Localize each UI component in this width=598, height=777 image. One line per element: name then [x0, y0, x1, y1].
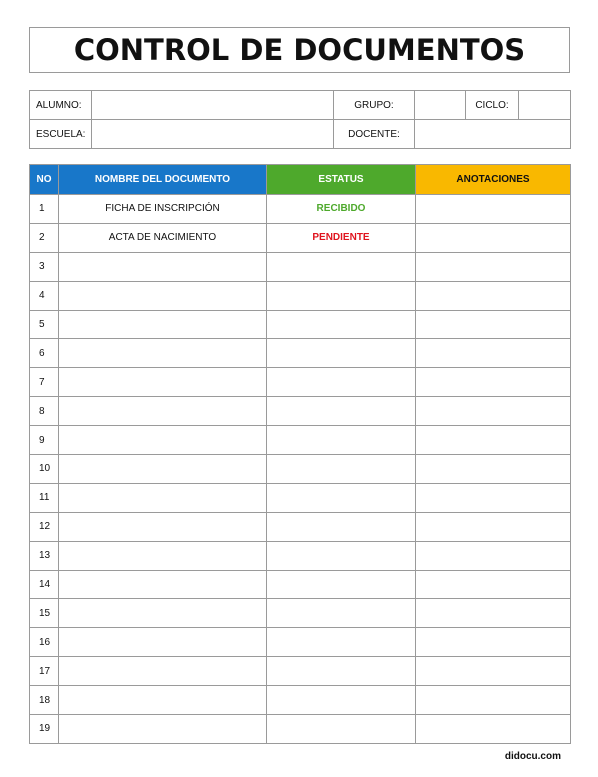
documents-table	[29, 164, 571, 744]
notes-cell[interactable]	[416, 223, 571, 252]
table-row	[30, 368, 571, 397]
info-row-2	[30, 120, 571, 149]
row-number-cell: 9	[30, 426, 59, 455]
row-number-cell: 18	[30, 686, 59, 715]
notes-cell[interactable]	[416, 310, 571, 339]
status-cell[interactable]	[267, 397, 416, 426]
status-cell[interactable]	[267, 455, 416, 484]
status-cell[interactable]: RECIBIDO	[267, 195, 416, 224]
document-name-cell[interactable]	[59, 628, 267, 657]
notes-cell[interactable]	[416, 570, 571, 599]
notes-cell[interactable]	[416, 686, 571, 715]
status-cell[interactable]	[267, 512, 416, 541]
docente-field[interactable]	[415, 120, 571, 149]
table-row	[30, 455, 571, 484]
header-name: NOMBRE DEL DOCUMENTO	[59, 165, 267, 195]
row-number-cell: 4	[30, 281, 59, 310]
notes-cell[interactable]	[416, 715, 571, 744]
status-cell[interactable]	[267, 426, 416, 455]
document-name-cell[interactable]: ACTA DE NACIMIENTO	[59, 223, 267, 252]
notes-cell[interactable]	[416, 512, 571, 541]
header-status: ESTATUS	[267, 165, 416, 195]
row-number-cell: 11	[30, 483, 59, 512]
table-row	[30, 715, 571, 744]
document-name-cell[interactable]	[59, 570, 267, 599]
table-row	[30, 426, 571, 455]
alumno-field[interactable]	[92, 91, 334, 120]
row-number-cell: 3	[30, 252, 59, 281]
notes-cell[interactable]	[416, 455, 571, 484]
table-row	[30, 310, 571, 339]
table-row	[30, 657, 571, 686]
status-cell[interactable]	[267, 599, 416, 628]
table-row	[30, 541, 571, 570]
row-number-cell: 6	[30, 339, 59, 368]
row-number-cell: 2	[30, 223, 59, 252]
table-row	[30, 195, 571, 224]
document-name-cell[interactable]	[59, 310, 267, 339]
table-row	[30, 397, 571, 426]
table-row	[30, 281, 571, 310]
ciclo-field[interactable]	[519, 91, 571, 120]
document-name-cell[interactable]	[59, 541, 267, 570]
ciclo-label: CICLO:	[466, 91, 519, 120]
status-cell[interactable]	[267, 686, 416, 715]
row-number-cell: 7	[30, 368, 59, 397]
notes-cell[interactable]	[416, 252, 571, 281]
table-row	[30, 339, 571, 368]
notes-cell[interactable]	[416, 657, 571, 686]
document-name-cell[interactable]	[59, 686, 267, 715]
row-number-cell: 8	[30, 397, 59, 426]
notes-cell[interactable]	[416, 483, 571, 512]
document-name-cell[interactable]	[59, 455, 267, 484]
table-row	[30, 599, 571, 628]
notes-cell[interactable]	[416, 397, 571, 426]
document-name-cell[interactable]	[59, 657, 267, 686]
grupo-label: GRUPO:	[334, 91, 415, 120]
footer-brand: didocu.com	[504, 751, 561, 762]
document-name-cell[interactable]	[59, 426, 267, 455]
status-cell[interactable]	[267, 252, 416, 281]
status-cell[interactable]	[267, 657, 416, 686]
row-number-cell: 12	[30, 512, 59, 541]
header-notes: ANOTACIONES	[416, 165, 571, 195]
status-cell[interactable]	[267, 483, 416, 512]
status-cell[interactable]	[267, 310, 416, 339]
document-name-cell[interactable]	[59, 281, 267, 310]
notes-cell[interactable]	[416, 541, 571, 570]
alumno-label: ALUMNO:	[30, 91, 92, 120]
document-name-cell[interactable]	[59, 252, 267, 281]
table-row	[30, 512, 571, 541]
notes-cell[interactable]	[416, 628, 571, 657]
document-name-cell[interactable]	[59, 368, 267, 397]
notes-cell[interactable]	[416, 599, 571, 628]
status-cell[interactable]	[267, 570, 416, 599]
status-cell[interactable]	[267, 281, 416, 310]
table-row	[30, 223, 571, 252]
page-title: CONTROL DE DOCUMENTOS	[73, 33, 526, 67]
document-name-cell[interactable]	[59, 397, 267, 426]
status-cell[interactable]	[267, 368, 416, 397]
notes-cell[interactable]	[416, 368, 571, 397]
status-cell[interactable]: PENDIENTE	[267, 223, 416, 252]
row-number-cell: 14	[30, 570, 59, 599]
row-number-cell: 10	[30, 455, 59, 484]
table-row	[30, 628, 571, 657]
notes-cell[interactable]	[416, 426, 571, 455]
document-name-cell[interactable]	[59, 512, 267, 541]
table-row	[30, 686, 571, 715]
table-row	[30, 252, 571, 281]
status-cell[interactable]	[267, 715, 416, 744]
escuela-label: ESCUELA:	[30, 120, 92, 149]
header-no: NO	[30, 165, 59, 195]
document-name-cell[interactable]: FICHA DE INSCRIPCIÓN	[59, 195, 267, 224]
row-number-cell: 16	[30, 628, 59, 657]
row-number-cell: 19	[30, 715, 59, 744]
status-cell[interactable]	[267, 541, 416, 570]
document-name-cell[interactable]	[59, 339, 267, 368]
notes-cell[interactable]	[416, 339, 571, 368]
escuela-field[interactable]	[92, 120, 334, 149]
info-row-1	[30, 91, 571, 120]
row-number-cell: 15	[30, 599, 59, 628]
notes-cell[interactable]	[416, 195, 571, 224]
table-row	[30, 483, 571, 512]
row-number-cell: 1	[30, 195, 59, 224]
title-box	[29, 27, 570, 73]
row-number-cell: 5	[30, 310, 59, 339]
docente-label: DOCENTE:	[334, 120, 415, 149]
document-name-cell[interactable]	[59, 599, 267, 628]
student-info-table	[29, 90, 571, 149]
status-cell[interactable]	[267, 339, 416, 368]
grupo-field[interactable]	[415, 91, 466, 120]
row-number-cell: 17	[30, 657, 59, 686]
notes-cell[interactable]	[416, 281, 571, 310]
table-header-row	[30, 165, 571, 195]
status-cell[interactable]	[267, 628, 416, 657]
document-name-cell[interactable]	[59, 715, 267, 744]
table-row	[30, 570, 571, 599]
document-name-cell[interactable]	[59, 483, 267, 512]
row-number-cell: 13	[30, 541, 59, 570]
